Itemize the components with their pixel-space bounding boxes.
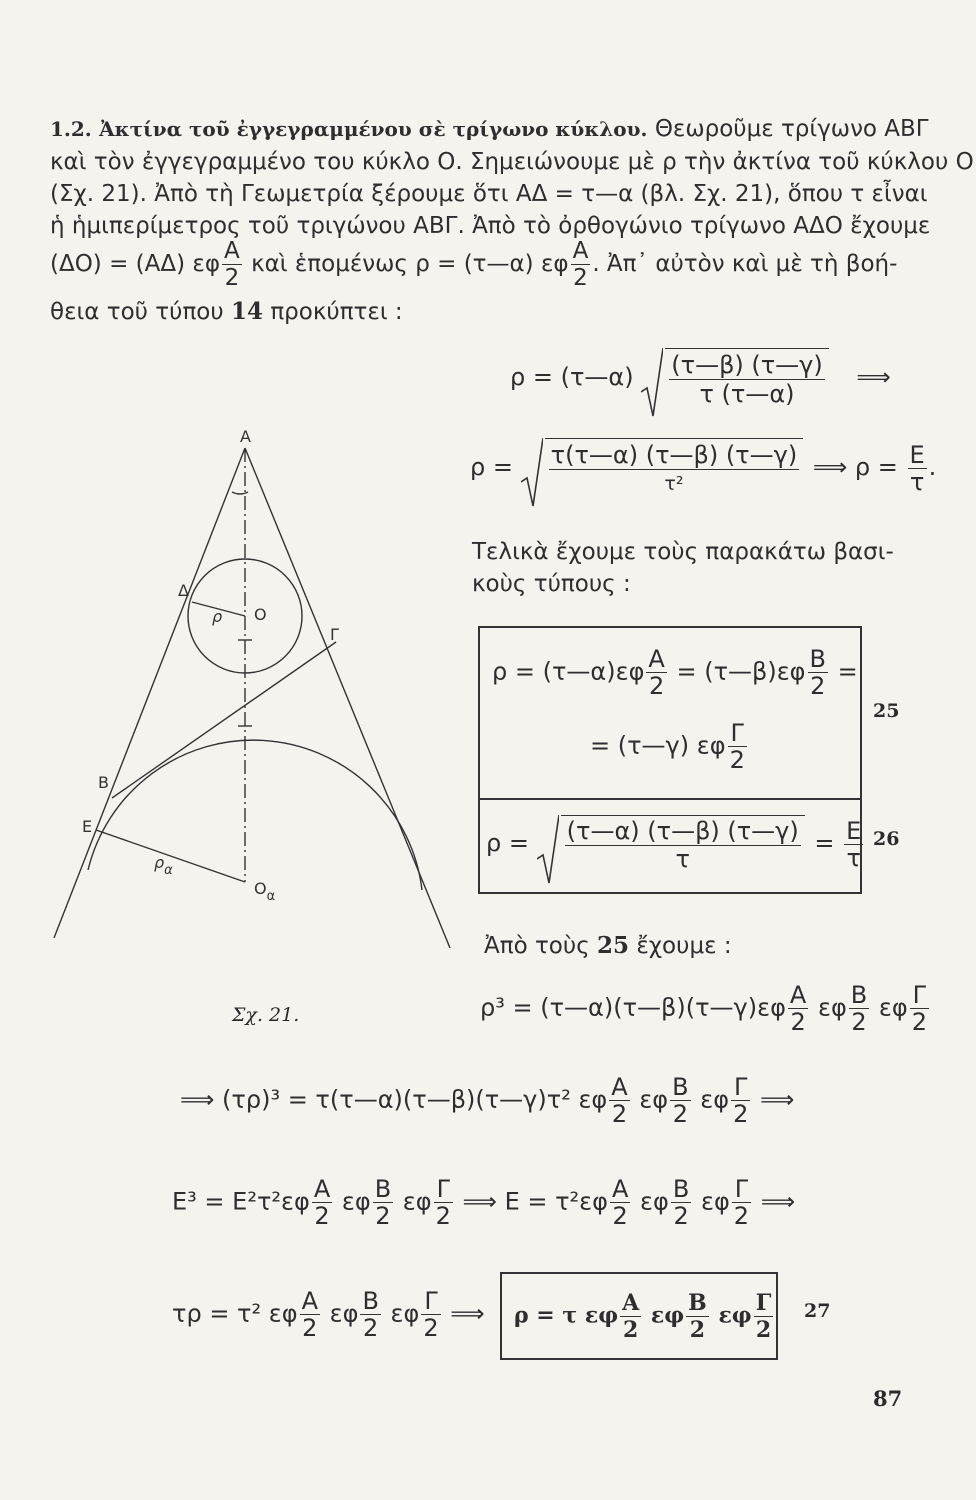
radical-sign-icon xyxy=(521,438,543,508)
page-number: 87 xyxy=(873,1386,903,1411)
equation-25-line-1: ρ = (τ—α)εφ $\frac{A}{2}$ = (τ—β)εφ $\frac{B}{2}$ = xyxy=(492,645,858,700)
label-A: Α xyxy=(240,427,251,446)
triangle-side-BG xyxy=(112,642,336,798)
sqrt: $\frac{\tau(\tau—\alpha) (\tau—\beta) (\tau—\gamma)}{\text{τ²}}$ xyxy=(521,438,806,498)
sqrt: $\frac{(\tau—\beta) (\tau—\gamma)}{\tau (\tau—\alpha)}$ xyxy=(641,348,831,408)
equation-27: ρ = τ εφ $\frac{A}{2}$ εφ $\frac{B}{2}$ εφ $\frac{\Gamma}{2}$ xyxy=(514,1290,772,1343)
label-D: Δ xyxy=(178,581,189,600)
equation-number-27: 27 xyxy=(804,1300,831,1322)
equation-1: ρ = (τ—α) $\frac{(\tau—\beta) (\tau—\gamma)}{\tau (\tau—\alpha)}$ ⟹ xyxy=(510,348,891,408)
equation-rho-cubed: ρ³ = (τ—α)(τ—β)(τ—γ)εφ $\frac{A}{2}$ εφ $\frac{B}{2}$ εφ $\frac{\Gamma}{2}$ xyxy=(480,981,927,1036)
formula-ref: 25 xyxy=(597,932,630,959)
equation-number-26: 26 xyxy=(873,828,900,850)
equation-2: ρ = $\frac{\tau(\tau—\alpha) (\tau—\beta) (\tau—\gamma)}{\text{τ²}}$ ⟹ ρ = $\frac{E}{\tau}$ . xyxy=(470,438,936,498)
label-O-a: $O_\alpha$ xyxy=(254,879,276,904)
fraction-A-over-2: $\frac{A}{2}$ xyxy=(224,238,240,291)
section-title: Ἀκτίνα τοῦ ἐγγεγραμμένου σὲ τρίγωνο κύκλου. xyxy=(99,117,648,141)
paragraph-line-2: καὶ τὸν ἐγγεγραμμένο του κύκλο Ο. Σημειώνουμε μὲ ρ τὴν ἀκτίνα τοῦ κύκλου Ο xyxy=(50,149,974,175)
equation-trho: τρ = τ² εφ $\frac{A}{2}$ εφ $\frac{B}{2}$ εφ $\frac{\Gamma}{2}$ ⟹ xyxy=(172,1287,485,1342)
section-number: 1.2. xyxy=(50,117,92,141)
text-from-25: Ἀπὸ τοὺς 25 ἔχουμε : xyxy=(484,932,732,959)
figure-21 xyxy=(40,420,460,980)
sqrt: $\frac{(\tau—\alpha) (\tau—\beta) (\tau—\gamma)}{\tau}$ xyxy=(537,815,807,873)
equation-trho-cubed: ⟹ (τρ)³ = τ(τ—α)(τ—β)(τ—γ)τ² εφ $\frac{A}{2}$ εφ $\frac{B}{2}$ εφ $\frac{\Gamma}{2}$ ⟹ xyxy=(180,1073,795,1128)
paragraph-line-3: (Σχ. 21). Ἀπὸ τὴ Γεωμετρία ξέρουμε ὅτι ΑΔ = τ—α (βλ. Σχ. 21), ὅπου τ εἶναι xyxy=(50,181,928,207)
radical-sign-icon xyxy=(537,815,559,885)
paragraph-line-1 xyxy=(50,113,929,145)
equation-25-line-2: = (τ—γ) εφ $\frac{\Gamma}{2}$ xyxy=(590,719,745,774)
paragraph-line-6: θεια τοῦ τύπου 14 προκύπτει : xyxy=(50,298,403,325)
angle-arc xyxy=(232,492,248,494)
paragraph-line-5: (ΔΟ) = (ΑΔ) εφ $\frac{A}{2}$ καὶ ἑπομένως ρ = (τ—α) εφ $\frac{A}{2}$ . Ἀπ᾿ αὐτὸν καὶ μὲ τὴ βοή- xyxy=(50,238,898,291)
paragraph-text: Θεωροῦμε τρίγωνο ΑΒΓ xyxy=(654,116,929,142)
label-G: Γ xyxy=(330,625,339,644)
text-finally-2: κοὺς τύπους : xyxy=(472,571,631,597)
excircle-arc xyxy=(88,740,422,890)
label-B: Β xyxy=(98,773,109,792)
label-rho: ρ xyxy=(212,607,223,626)
label-rho-a: $\rho_\alpha$ xyxy=(154,853,173,878)
radical-sign-icon xyxy=(641,348,663,418)
paragraph-line-4: ἡ ἡμιπερίμετρος τοῦ τριγώνου ΑΒΓ. Ἀπὸ τὸ ὀρθογώνιο τρίγωνο ΑΔΟ ἔχουμε xyxy=(50,213,931,239)
figure-caption: Σχ. 21. xyxy=(232,1004,300,1026)
equation-E-cubed: Ε³ = Ε²τ²εφ $\frac{A}{2}$ εφ $\frac{B}{2}$ εφ $\frac{\Gamma}{2}$ ⟹ Ε = τ²εφ $\frac{A}{2}$ εφ $\frac{B}{2}$ εφ $\frac{\Gamma}{2}$ ⟹ xyxy=(172,1175,796,1230)
text-finally-1: Τελικὰ ἔχουμε τοὺς παρακάτω βασι- xyxy=(472,539,894,565)
equation-number-25: 25 xyxy=(873,700,900,722)
label-O: Ο xyxy=(254,605,267,624)
triangle-side-left xyxy=(54,448,245,938)
formula-ref: 14 xyxy=(231,298,264,325)
equation-26: ρ = $\frac{(\tau—\alpha) (\tau—\beta) (\tau—\gamma)}{\tau}$ = $\frac{E}{\tau}$ xyxy=(486,815,865,873)
fraction-A-over-2: $\frac{A}{2}$ xyxy=(572,238,589,291)
label-E: Ε xyxy=(82,817,93,836)
